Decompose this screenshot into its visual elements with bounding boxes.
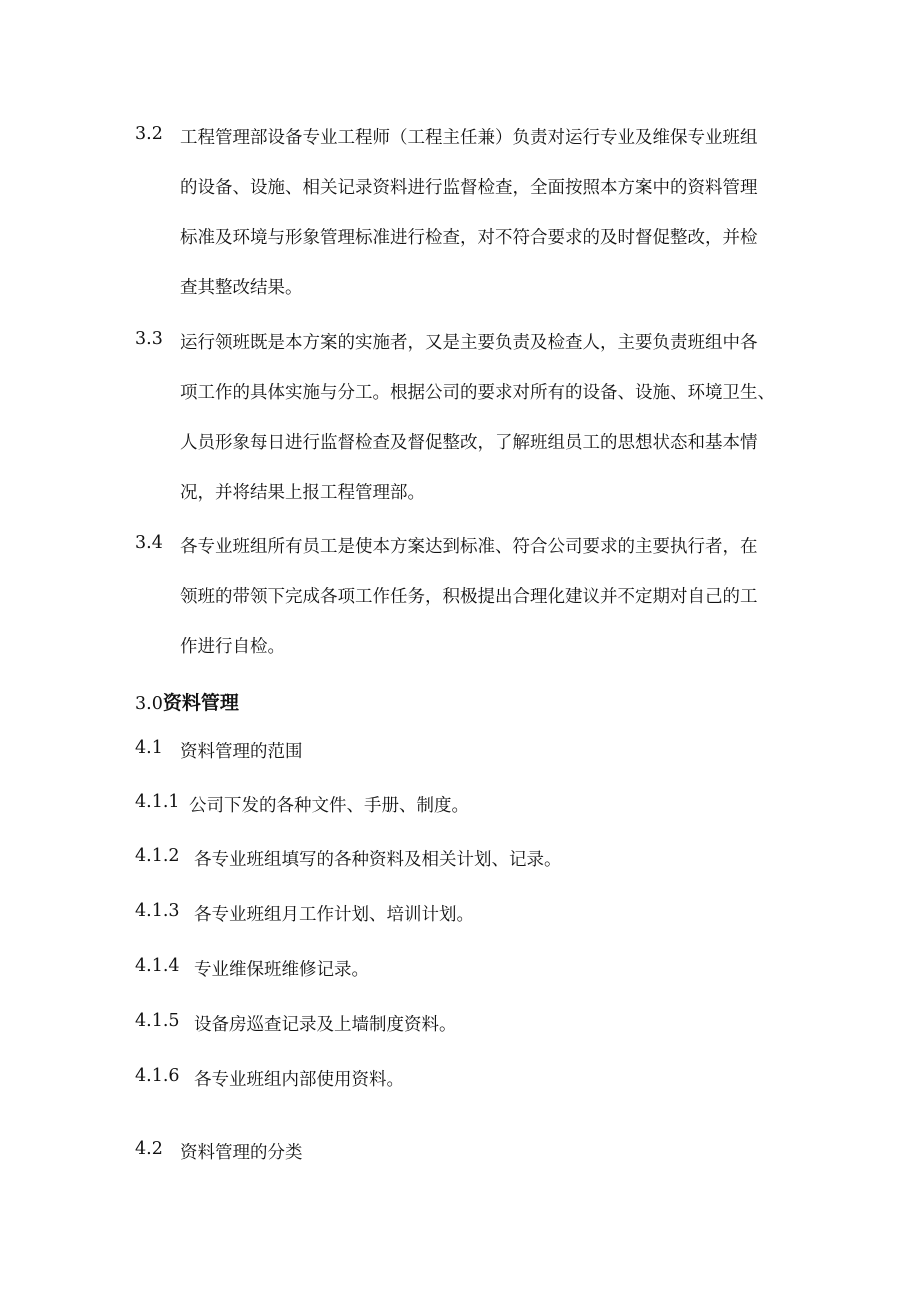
list-item — [135, 956, 369, 980]
paragraph-line: 人员形象每日进行监督检查及督促整改，了解班组员工的思想状态和基本情 — [180, 433, 758, 453]
list-item-text: 设备房巡查记录及上墙制度资料。 — [194, 1015, 457, 1035]
section-heading-title: 资料管理 — [162, 692, 239, 714]
list-item-text: 各专业班组月工作计划、培训计划。 — [194, 905, 474, 925]
paragraph-line: 领班的带领下完成各项工作任务，积极提出合理化建议并不定期对自己的工 — [180, 587, 758, 607]
paragraph-line: 项工作的具体实施与分工。根据公司的要求对所有的设备、设施、环境卫生、 — [180, 383, 775, 403]
paragraph-line: 况，并将结果上报工程管理部。 — [180, 483, 425, 503]
list-item-number: 4.1.3 — [135, 901, 180, 921]
section-heading-number: 3.0 — [135, 694, 163, 714]
list-item-text: 各专业班组内部使用资料。 — [194, 1070, 404, 1090]
list-item — [135, 1011, 457, 1035]
list-item-number: 4.1.4 — [135, 956, 180, 976]
paragraph-line: 作进行自检。 — [180, 637, 285, 657]
list-item — [135, 1066, 404, 1090]
paragraph-line: 标准及环境与形象管理标准进行检查，对不符合要求的及时督促整改，并检 — [180, 228, 758, 248]
paragraph-number: 3.3 — [135, 329, 163, 349]
paragraph-line: 各专业班组所有员工是使本方案达到标准、符合公司要求的主要执行者，在 — [180, 537, 758, 557]
paragraph-line: 运行领班既是本方案的实施者，又是主要负责及检查人，主要负责班组中各 — [180, 333, 758, 353]
list-item-number: 4.1 — [135, 738, 163, 758]
list-item-number: 4.1.6 — [135, 1066, 180, 1086]
paragraph-number: 3.4 — [135, 533, 163, 553]
list-item — [135, 901, 474, 925]
paragraph-line: 工程管理部设备专业工程师（工程主任兼）负责对运行专业及维保专业班组 — [180, 128, 758, 148]
list-item — [135, 1139, 303, 1163]
paragraph-line: 查其整改结果。 — [180, 278, 303, 298]
list-item — [135, 846, 562, 870]
section-heading — [135, 688, 239, 715]
list-item-number: 4.2 — [135, 1139, 163, 1159]
list-item-text: 资料管理的分类 — [180, 1143, 303, 1163]
list-item-text: 资料管理的范围 — [180, 742, 303, 762]
list-item-number: 4.1.2 — [135, 846, 180, 866]
list-item-text: 专业维保班维修记录。 — [194, 960, 369, 980]
list-item-number: 4.1.5 — [135, 1011, 180, 1031]
list-item — [135, 792, 469, 816]
list-item-number: 4.1.1 — [135, 792, 180, 812]
paragraph-number: 3.2 — [135, 124, 163, 144]
list-item-text: 各专业班组填写的各种资料及相关计划、记录。 — [194, 850, 562, 870]
list-item — [135, 738, 303, 762]
paragraph-line: 的设备、设施、相关记录资料进行监督检查，全面按照本方案中的资料管理 — [180, 178, 758, 198]
list-item-text: 公司下发的各种文件、手册、制度。 — [189, 796, 469, 816]
